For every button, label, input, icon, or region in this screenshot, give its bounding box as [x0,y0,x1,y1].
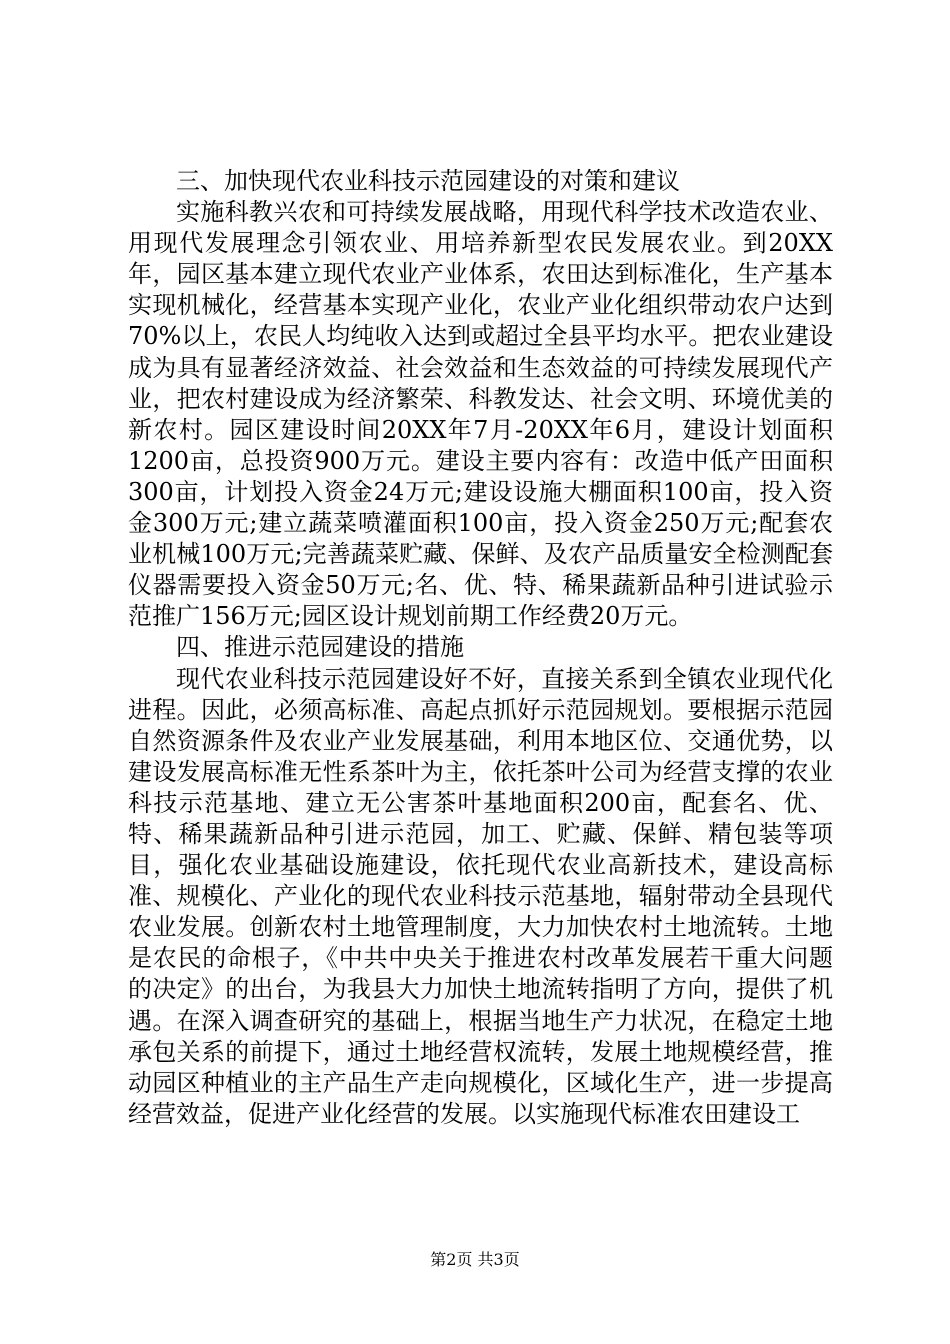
section-4-paragraph: 现代农业科技示范园建设好不好，直接关系到全镇农业现代化进程。因此，必须高标准、高起点抓好示范园规划。要根据示范园自然资源条件及农业产业发展基础，利用本地区位、交通优势，以建设发展高标准无性系茶叶为主，依托茶叶公司为经营支撑的农业科技示范基地、建立无公害茶叶基地面积200亩，配套名、优、特、稀果蔬新品种引进示范园，加工、贮藏、保鲜、精包装等项目，强化农业基础设施建设，依托现代农业高新技术，建设高标准、规模化、产业化的现代农业科技示范基地，辐射带动全县现代农业发展。创新农村土地管理制度，大力加快农村土地流转。土地是农民的命根子，《中共中央关于推进农村改革发展若干重大问题的决定》的出台，为我县大力加快土地流转指明了方向，提供了机遇。在深入调查研究的基础上，根据当地生产力状况，在稳定土地承包关系的前提下，通过土地经营权流转，发展土地规模经营，推动园区种植业的主产品生产走向规模化，区域化生产，进一步提高经营效益，促进产业化经营的发展。以实施现代标准农田建设工 [128,664,833,1128]
section-3-paragraph: 实施科教兴农和可持续发展战略，用现代科学技术改造农业、用现代发展理念引领农业、用培养新型农民发展农业。到20XX年，园区基本建立现代农业产业体系，农田达到标准化，生产基本实现机械化，经营基本实现产业化，农业产业化组织带动农户达到70%以上，农民人均纯收入达到或超过全县平均水平。把农业建设成为具有显著经济效益、社会效益和生态效益的可持续发展现代产业，把农村建设成为经济繁荣、科教发达、社会文明、环境优美的新农村。园区建设时间20XX年7月-20XX年6月，建设计划面积1200亩，总投资900万元。建设主要内容有：改造中低产田面积300亩，计划投入资金24万元;建设设施大棚面积100亩，投入资金300万元;建立蔬菜喷灌面积100亩，投入资金250万元;配套农业机械100万元;完善蔬菜贮藏、保鲜、及农产品质量安全检测配套仪器需要投入资金50万元;名、优、特、稀果蔬新品种引进试验示范推广156万元;园区设计规划前期工作经费20万元。 [128,198,833,631]
section-3-heading: 三、加快现代农业科技示范园建设的对策和建议 [176,167,680,195]
section-4-heading: 四、推进示范园建设的措施 [176,633,464,662]
document-body [128,166,833,1130]
page-number-footer: 第2页 共3页 [430,1250,520,1269]
